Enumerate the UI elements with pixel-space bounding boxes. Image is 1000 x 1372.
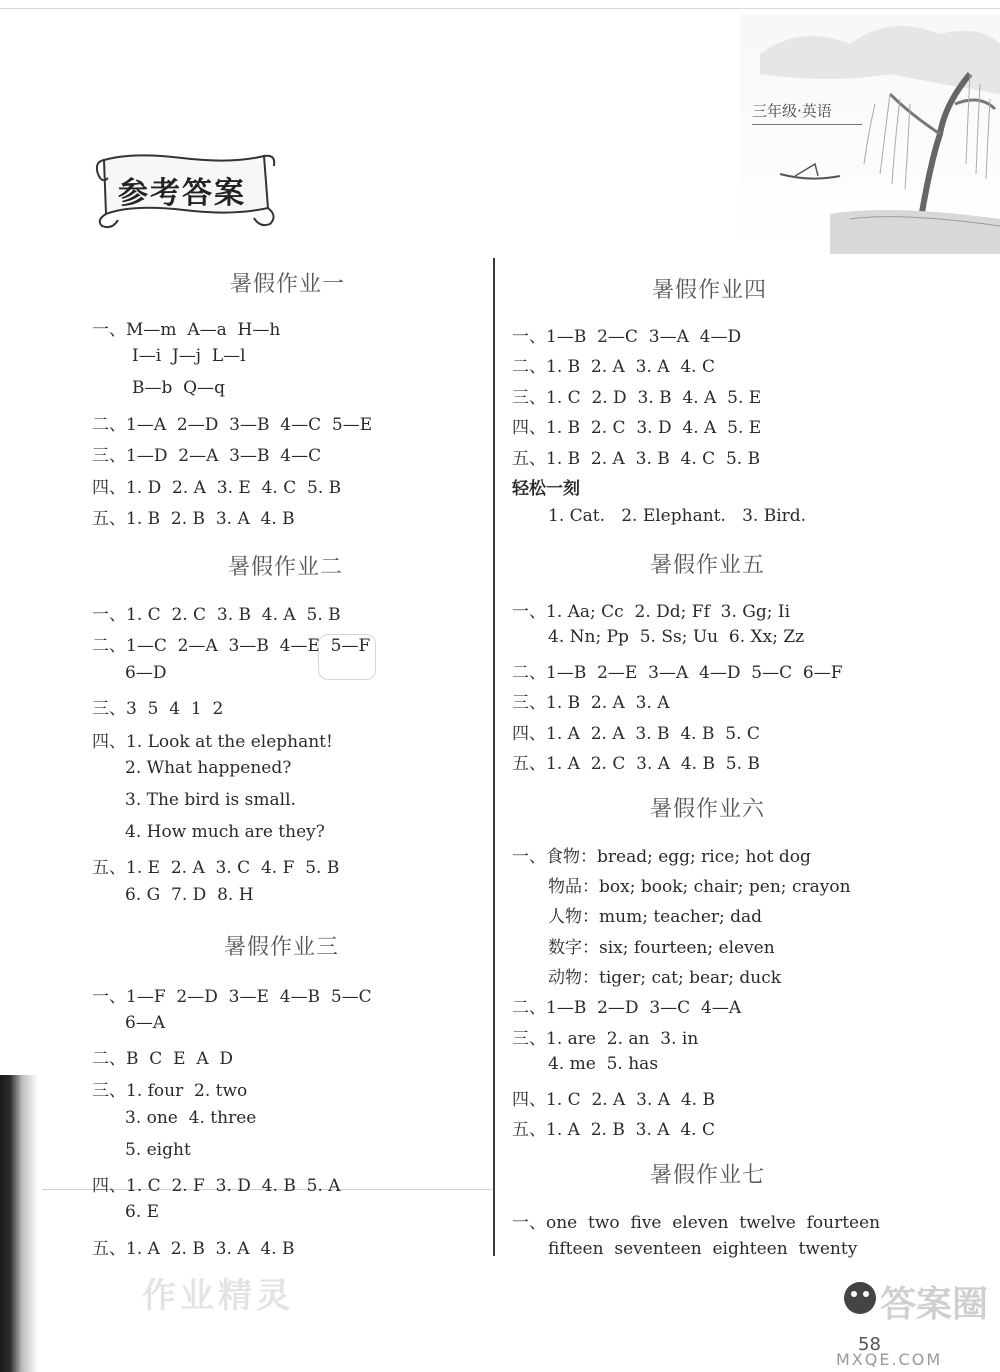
grade-rule xyxy=(752,124,862,125)
answer-line: 4. How much are they? xyxy=(125,822,325,842)
answer-line: 人物：mum; teacher; dad xyxy=(548,907,763,927)
answer-line: 6. E xyxy=(125,1202,160,1222)
answer-line: 二、B C E A D xyxy=(92,1049,234,1069)
answer-line: 5. eight xyxy=(125,1140,191,1160)
column-divider xyxy=(493,258,495,1256)
answer-line: 3. The bird is small. xyxy=(125,790,296,810)
answer-line: 五、1. A 2. C 3. A 4. B 5. B xyxy=(512,754,760,774)
answer-line: 一、one two five eleven twelve fourteen xyxy=(512,1213,881,1233)
answer-line: 三、1. four 2. two xyxy=(92,1081,248,1101)
page-number: 58 xyxy=(858,1334,881,1355)
answer-line: 三、1—D 2—A 3—B 4—C xyxy=(92,446,322,466)
answer-line: 五、1. A 2. B 3. A 4. C xyxy=(512,1120,715,1140)
watermark-text: 作业精灵 xyxy=(142,1276,294,1316)
logo-text: 答案圈 xyxy=(880,1284,989,1325)
answer-line: 2. What happened? xyxy=(125,758,292,778)
section-title-3: 暑假作业三 xyxy=(224,935,340,960)
answer-line: 三、1. C 2. D 3. B 4. A 5. E xyxy=(512,388,762,408)
answer-line: B—b Q—q xyxy=(132,378,226,398)
site-logo xyxy=(820,1270,990,1340)
answer-line: 一、食物：bread; egg; rice; hot dog xyxy=(512,847,811,867)
answer-line: 三、1. B 2. A 3. A xyxy=(512,693,670,713)
answer-line: 动物：tiger; cat; bear; duck xyxy=(548,968,782,988)
answer-line: 五、1. B 2. B 3. A 4. B xyxy=(92,509,295,529)
answer-line: 6. G 7. D 8. H xyxy=(125,885,254,905)
answer-line: 三、1. are 2. an 3. in xyxy=(512,1029,699,1049)
answer-line: 数字：six; fourteen; eleven xyxy=(548,938,775,958)
answer-line: 五、1. E 2. A 3. C 4. F 5. B xyxy=(92,858,340,878)
answer-line: fifteen seventeen eighteen twenty xyxy=(548,1239,858,1259)
answer-line: 4. Nn; Pp 5. Ss; Uu 6. Xx; Zz xyxy=(548,627,805,647)
answer-line: 3. one 4. three xyxy=(125,1108,257,1128)
answer-line: 四、1. A 2. A 3. B 4. B 5. C xyxy=(512,724,760,744)
answer-line: 二、1—A 2—D 3—B 4—C 5—E xyxy=(92,415,373,435)
answer-line: 物品：box; book; chair; pen; crayon xyxy=(548,877,851,897)
answer-line: 一、1. Aa; Cc 2. Dd; Ff 3. Gg; Ii xyxy=(512,602,791,622)
answer-line: 1. Cat. 2. Elephant. 3. Bird. xyxy=(548,506,807,526)
site-url: MXQE.COM xyxy=(836,1350,943,1369)
answer-line: 五、1. B 2. A 3. B 4. C 5. B xyxy=(512,449,761,469)
relax-heading: 轻松一刻 xyxy=(512,479,580,499)
section-title-5: 暑假作业五 xyxy=(650,553,766,578)
page-edge-shadow xyxy=(0,1075,38,1372)
answer-line: 一、1. C 2. C 3. B 4. A 5. B xyxy=(92,605,341,625)
answer-line: 二、1. B 2. A 3. A 4. C xyxy=(512,357,715,377)
answer-line: 四、1. D 2. A 3. E 4. C 5. B xyxy=(92,478,342,498)
answer-line: 一、1—F 2—D 3—E 4—B 5—C xyxy=(92,987,372,1007)
answer-line: 二、1—C 2—A 3—B 4—E 5—F xyxy=(92,636,371,656)
top-rule xyxy=(0,8,1000,9)
answer-line: 四、1. C 2. A 3. A 4. B xyxy=(512,1090,715,1110)
section-title-7: 暑假作业七 xyxy=(650,1163,766,1188)
answer-line: 四、1. C 2. F 3. D 4. B 5. A xyxy=(92,1176,341,1196)
answer-line: 二、1—B 2—E 3—A 4—D 5—C 6—F xyxy=(512,663,843,683)
answer-line: 四、1. Look at the elephant! xyxy=(92,732,333,752)
section-title-6: 暑假作业六 xyxy=(650,797,766,822)
answer-line: I—i J—j L—l xyxy=(132,346,246,366)
answer-line: 二、1—B 2—D 3—C 4—A xyxy=(512,998,742,1018)
answer-line: 4. me 5. has xyxy=(548,1054,659,1074)
answer-line: 四、1. B 2. C 3. D 4. A 5. E xyxy=(512,418,762,438)
answer-line: 三、3 5 4 1 2 xyxy=(92,699,224,719)
answer-line: 一、M—m A—a H—h xyxy=(92,320,281,340)
landscape-illustration xyxy=(740,14,1000,254)
answer-line: 6—A xyxy=(125,1013,166,1033)
grade-label: 三年级·英语 xyxy=(752,102,832,120)
section-title-2: 暑假作业二 xyxy=(228,555,344,580)
banner-title: 参考答案 xyxy=(118,176,246,211)
section-title-1: 暑假作业一 xyxy=(230,272,346,297)
section-title-4: 暑假作业四 xyxy=(652,278,768,303)
answer-line: 6—D xyxy=(125,663,167,683)
answer-line: 一、1—B 2—C 3—A 4—D xyxy=(512,327,742,347)
answer-line: 五、1. A 2. B 3. A 4. B xyxy=(92,1239,295,1259)
watermark-stamp xyxy=(318,634,376,680)
